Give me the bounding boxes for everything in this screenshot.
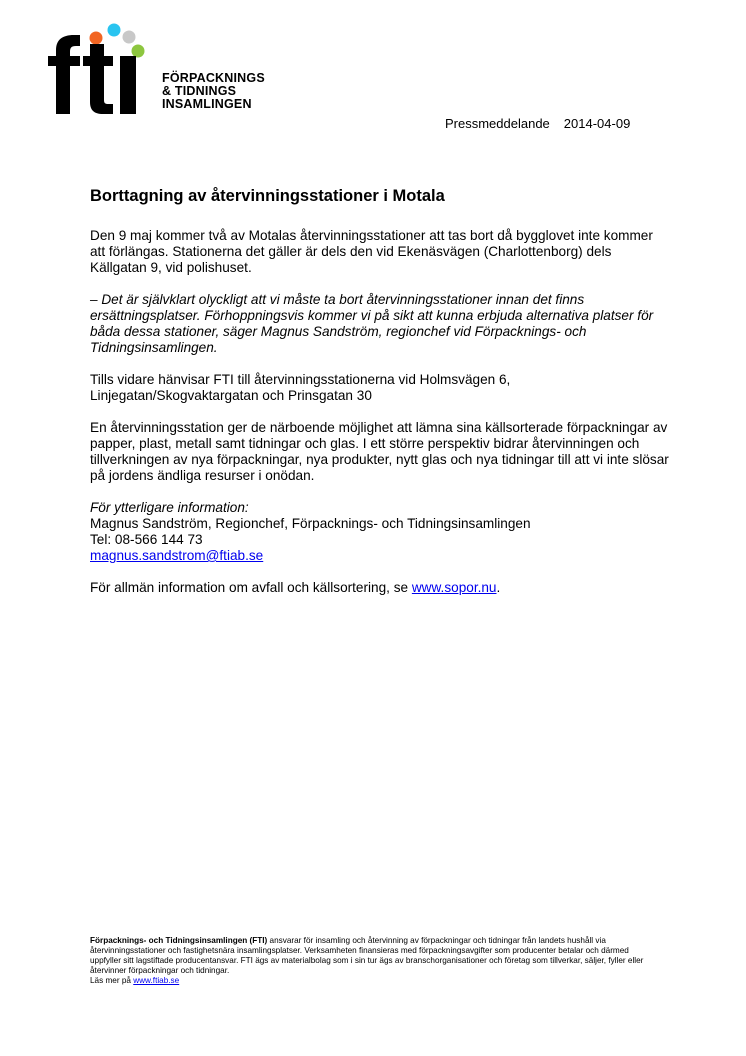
footer-note (90, 936, 660, 986)
general-info (90, 580, 670, 596)
paragraph-referral: Tills vidare hänvisar FTI till återvinningsstationerna vid Holmsvägen 6, Linjegatan/Skogvaktargatan och Prinsgatan 30 (90, 372, 511, 403)
press-body (90, 228, 670, 612)
logo-letter-i (120, 56, 136, 114)
paragraph-background: En återvinningsstation ger de närboende möjlighet att lämna sina källsorterade förpackningar av papper, plast, metall samt tidningar och glas. I ett större perspektiv bidrar återvinningen och tillverkningen av nya förpackningar, nya produkter, nytt glas och nya tidningar till att vi inte slösar på jordens ändliga resurser i onödan. (90, 420, 669, 483)
general-info-suffix: . (496, 580, 501, 595)
paragraph-quote: – Det är självklart olyckligt att vi måste ta bort återvinningsstationer innan det finns ersättningsplatser. Förhoppningsvis kommer vi på sikt att kunna erbjuda alternativa platser för båda dessa stationer, säger Magnus Sandström, regionchef vid Förpacknings- och Tidningsinsamlingen. (90, 292, 654, 355)
logo-letter-t (83, 44, 113, 114)
contact-heading: För ytterligare information: (90, 500, 249, 515)
fti-logo-mark (48, 22, 158, 117)
logo-letter-f (48, 35, 80, 114)
logo-dot-orange (90, 32, 103, 45)
logo-dot-grey (123, 31, 136, 44)
contact-block (90, 500, 670, 564)
logo-dot-blue (108, 24, 121, 37)
logo-line-2: & TIDNINGS (162, 84, 237, 98)
footer-more: Läs mer på (90, 976, 134, 985)
doc-type: Pressmeddelande (445, 116, 550, 131)
contact-name: Magnus Sandström, Regionchef, Förpacknings- och Tidningsinsamlingen (90, 516, 531, 531)
logo-dot-green (132, 45, 145, 58)
footer-org-name: Förpacknings- och Tidningsinsamlingen (FTI) (90, 936, 268, 945)
logo-line-3: INSAMLINGEN (162, 97, 252, 111)
general-info-text: För allmän information om avfall och källsortering, se (90, 580, 412, 595)
contact-phone: Tel: 08-566 144 73 (90, 532, 203, 547)
logo-wordmark (162, 72, 265, 111)
press-header (445, 116, 630, 131)
logo-line-1: FÖRPACKNINGS (162, 71, 265, 85)
footer-text: ansvarar för insamling och återvinning av förpackningar och tidningar från landets hushåll via återvinningsstationer och fastighetsnära insamlingsplatser. Verksamheten finansieras med förpackningsavgifter som producenter betalar och därmed uppfyller sitt lagstiftade producentansvar. FTI ägs av materialbolag som i sin tur ägs av branschorganisationer och företag som tillverkar, säljer, fyller eller återvinner förpackningar och tidningar. (90, 936, 644, 975)
ftiab-link[interactable]: www.ftiab.se (133, 976, 180, 985)
page-title: Borttagning av återvinningsstationer i Motala (90, 187, 445, 205)
doc-date: 2014-04-09 (563, 116, 631, 131)
fti-logo (48, 22, 288, 122)
contact-email-link[interactable]: magnus.sandstrom@ftiab.se (90, 548, 264, 563)
sopor-link[interactable]: www.sopor.nu (411, 580, 497, 595)
paragraph-intro: Den 9 maj kommer två av Motalas återvinningsstationer att tas bort då bygglovet inte kommer att förlängas. Stationerna det gäller är dels den vid Ekenäsvägen (Charlottenborg) dels Källgatan 9, vid polishuset. (90, 228, 653, 275)
